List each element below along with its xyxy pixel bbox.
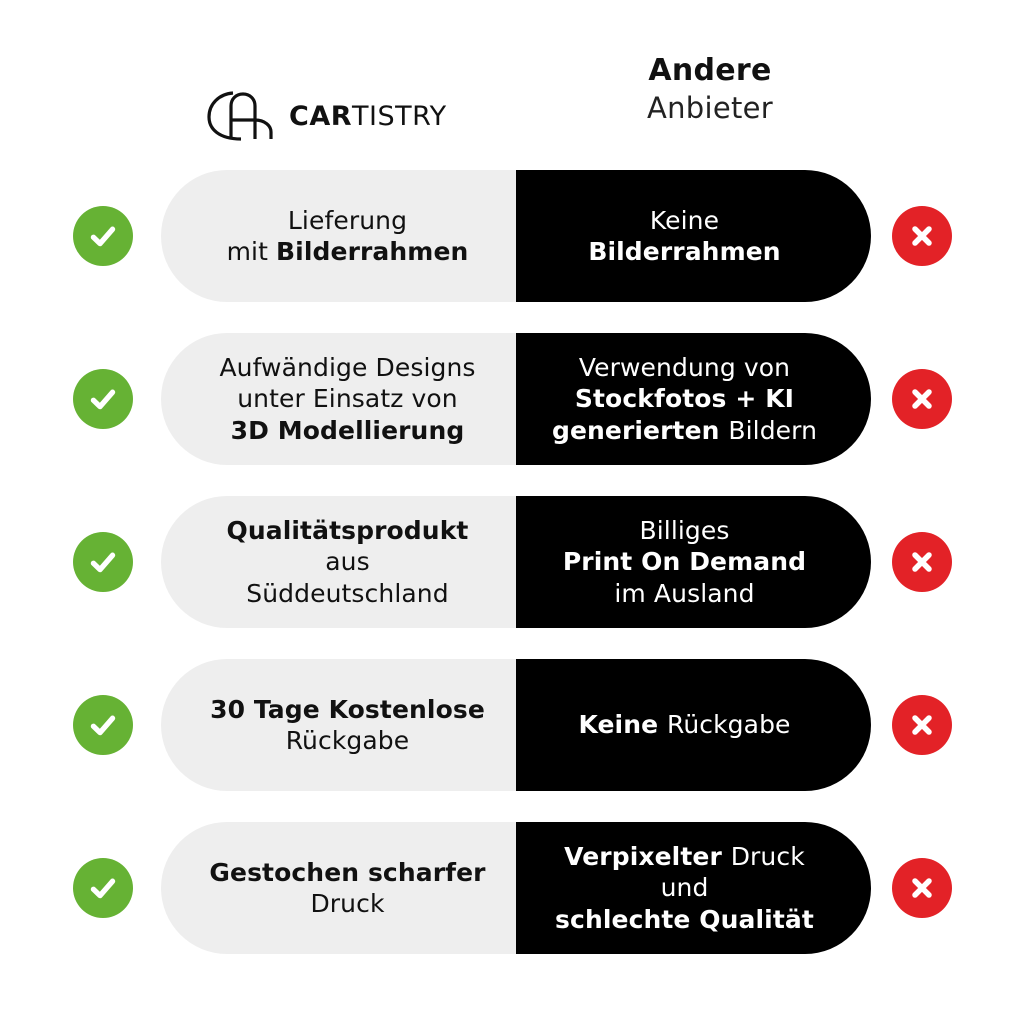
others-pill-text-line-3 [563, 578, 806, 610]
brand-name-light: TISTRY [352, 100, 447, 132]
emphasis-text: 30 Tage Kostenlose [210, 694, 485, 724]
cartistry-pill-text-line-2 [209, 888, 485, 920]
cartistry-pill-text-line-2 [227, 236, 469, 268]
others-pill-text-line-1 [578, 709, 790, 741]
plain-text: Rückgabe [285, 726, 410, 755]
check-icon [73, 532, 133, 592]
comparison-row [0, 496, 1024, 628]
others-pill-text-line-3 [552, 415, 817, 447]
others-pill-text-line-2 [588, 236, 780, 268]
emphasis-text: Verpixelter [564, 841, 731, 871]
cross-icon [892, 369, 952, 429]
cross-icon [892, 206, 952, 266]
others-pill [516, 659, 871, 791]
plain-text: Lieferung [287, 205, 408, 235]
cartistry-pill-text [227, 515, 469, 610]
check-icon [73, 858, 133, 918]
cartistry-pill-text-line-3 [227, 578, 469, 610]
check-icon [73, 206, 133, 266]
cartistry-pill [161, 822, 516, 954]
cross-icon [892, 695, 952, 755]
cartistry-pill [161, 170, 516, 302]
check-icon [73, 369, 133, 429]
emphasis-text: Print On Demand [562, 547, 807, 577]
others-pill [516, 170, 871, 302]
plain-text: Süddeutschland [246, 578, 449, 608]
plain-text: Bildern [728, 415, 818, 445]
plain-text: unter Einsatz von [237, 384, 458, 414]
others-heading [530, 52, 890, 128]
emphasis-text: Qualitätsprodukt [226, 515, 469, 545]
cartistry-pill [161, 659, 516, 791]
others-pill-text [578, 709, 790, 741]
cartistry-pill-text [210, 694, 485, 757]
plain-text: im Ausland [614, 578, 755, 608]
header [0, 38, 1024, 138]
others-pill [516, 333, 871, 465]
others-pill-text-line-2 [563, 546, 806, 578]
others-pill-text-line-2 [552, 383, 817, 415]
cartistry-pill-text [227, 205, 469, 268]
others-pill-text [588, 205, 780, 268]
comparison-row [0, 659, 1024, 791]
others-pill-text-line-1 [588, 205, 780, 237]
plain-text: Aufwändige Designs [219, 352, 476, 382]
emphasis-text: Gestochen scharfer [209, 857, 486, 887]
plain-text: Verwendung von [578, 352, 791, 382]
emphasis-text: Stockfotos + KI [574, 384, 795, 414]
others-pill-text-line-3 [555, 904, 814, 936]
cartistry-pill-text-line-2 [227, 546, 469, 578]
cross-icon [892, 532, 952, 592]
cartistry-pill-text-line-1 [227, 205, 469, 237]
plain-text: und [660, 873, 709, 903]
plain-text: Druck [730, 841, 805, 871]
others-pill-text-line-1 [552, 352, 817, 384]
plain-text: mit [226, 237, 277, 266]
plain-text: Billiges [639, 515, 730, 545]
comparison-row [0, 333, 1024, 465]
others-pill-text-line-1 [563, 515, 806, 547]
brand-logo [205, 90, 447, 142]
plain-text: aus [325, 547, 370, 577]
cartistry-pill [161, 496, 516, 628]
cartistry-pill [161, 333, 516, 465]
cartistry-monogram-icon [205, 90, 279, 142]
others-heading-line2: Anbieter [646, 91, 774, 126]
comparison-row [0, 170, 1024, 302]
emphasis-text: schlechte Qualität [555, 904, 814, 934]
cartistry-pill-text-line-1 [219, 352, 475, 384]
cartistry-pill-text-line-2 [210, 725, 485, 757]
plain-text: Druck [310, 889, 385, 918]
cartistry-pill-text-line-2 [219, 383, 475, 415]
check-icon [73, 695, 133, 755]
others-pill-text [555, 841, 814, 936]
others-pill-text [552, 352, 817, 447]
plain-text: Rückgabe [666, 710, 791, 740]
others-pill [516, 822, 871, 954]
others-pill-text-line-1 [555, 841, 814, 873]
others-pill-text-line-2 [555, 872, 814, 904]
plain-text: Keine [649, 205, 720, 235]
brand-name-bold: CAR [289, 100, 353, 132]
emphasis-text: Keine [578, 710, 667, 740]
cartistry-pill-text [219, 352, 475, 447]
emphasis-text: Bilderrahmen [276, 237, 469, 266]
cross-icon [892, 858, 952, 918]
others-pill [516, 496, 871, 628]
cartistry-pill-text [209, 857, 485, 920]
emphasis-text: generierten [551, 415, 729, 445]
others-heading-line1: Andere [648, 53, 772, 88]
cartistry-pill-text-line-1 [227, 515, 469, 547]
cartistry-pill-text-line-1 [209, 857, 485, 889]
others-pill-text [563, 515, 806, 610]
brand-name [289, 100, 447, 132]
cartistry-pill-text-line-3 [219, 415, 475, 447]
cartistry-pill-text-line-1 [210, 694, 485, 726]
comparison-row [0, 822, 1024, 954]
emphasis-text: 3D Modellierung [230, 415, 465, 445]
emphasis-text: Bilderrahmen [588, 237, 781, 266]
